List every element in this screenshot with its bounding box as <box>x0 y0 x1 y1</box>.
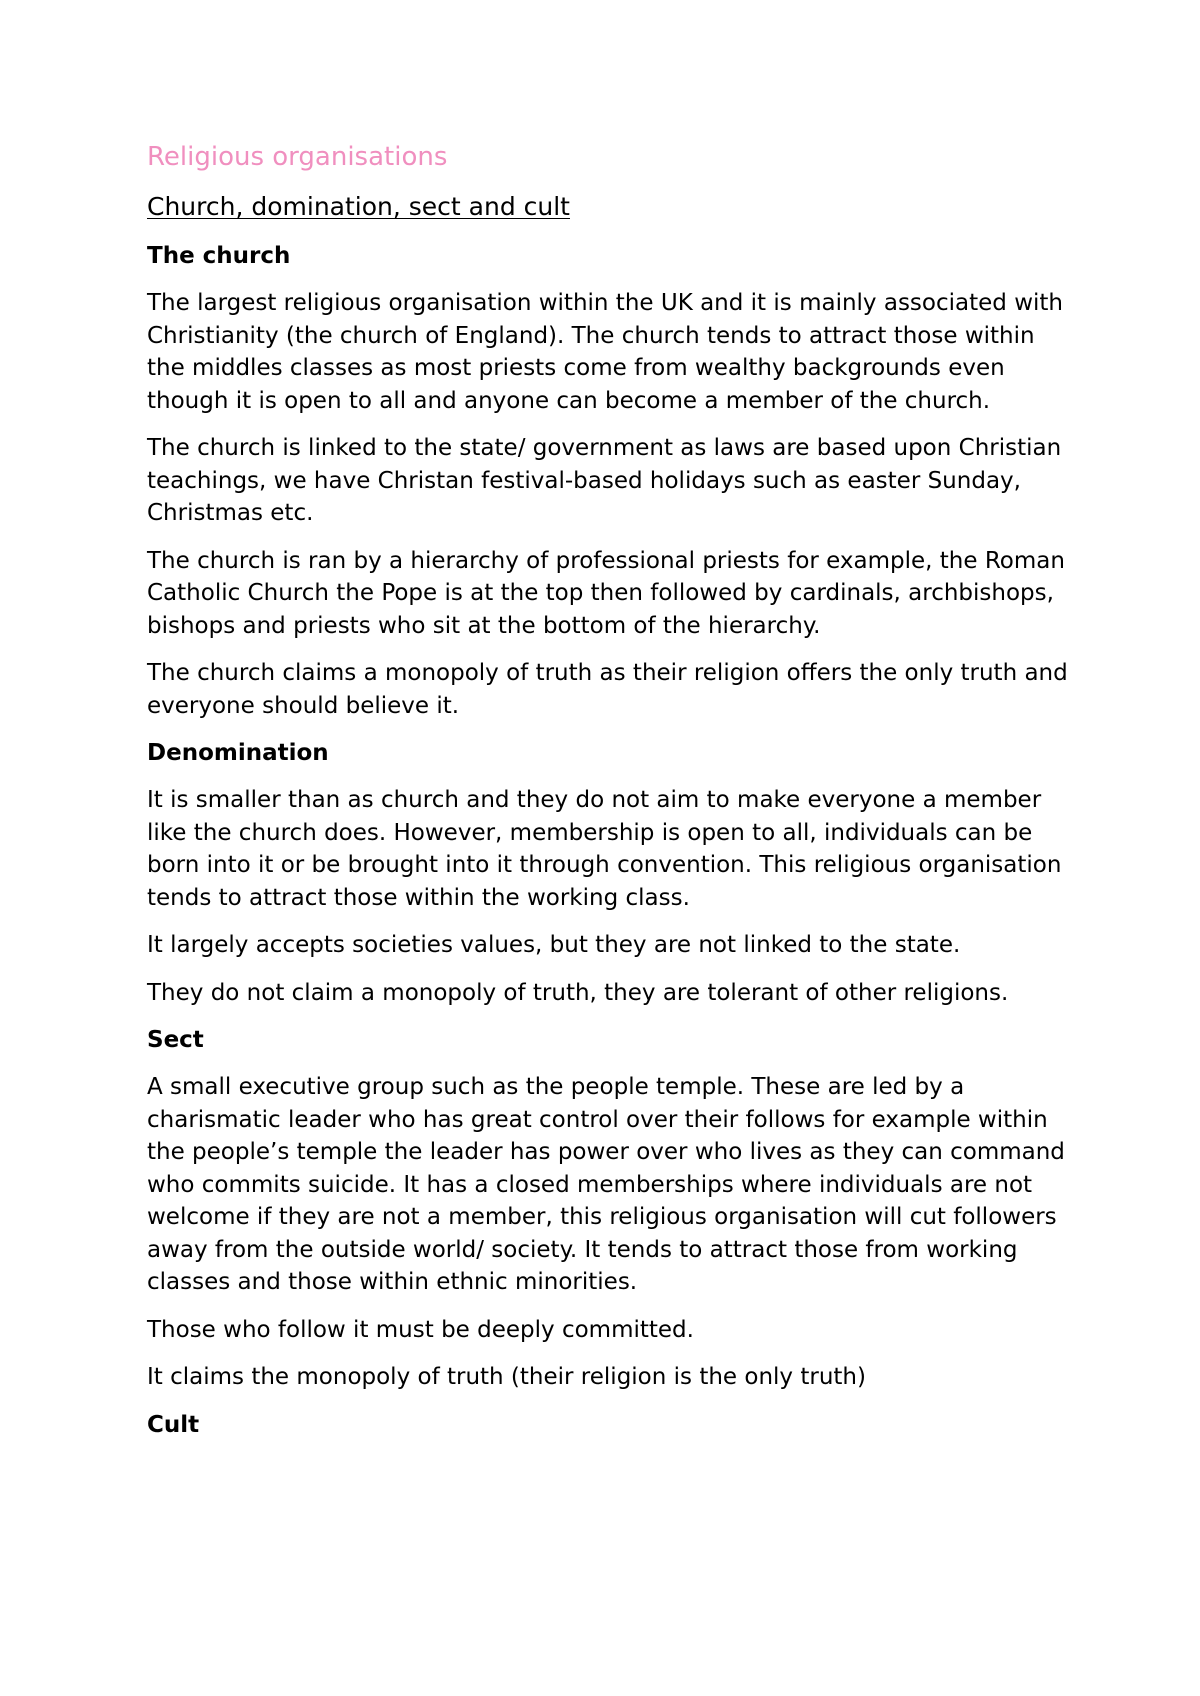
document-page <box>147 140 1077 1456</box>
paragraph: It claims the monopoly of truth (their religion is the only truth) <box>147 1364 866 1390</box>
paragraph: Those who follow it must be deeply committed. <box>147 1316 694 1343</box>
document-title: Religious organisations <box>147 142 448 172</box>
section-heading: Sect <box>147 1027 204 1053</box>
section-heading: The church <box>147 243 291 269</box>
section-heading: Cult <box>147 1411 200 1438</box>
paragraph: A small executive group such as the people temple. These are led by a charismatic leader who has great control over their follows for example within the people’s temple the leader has power over who lives as they can command who commits suicide. It has a closed memberships where individuals are not welcome if they are not a member, this religious organisation will cut followers away from the outside world/ society. It tends to attract those from working classes and those within ethnic minorities. <box>147 1074 1065 1295</box>
paragraph: The largest religious organisation within the UK and it is mainly associated with Christianity (the church of England). The church tends to attract those within the middles classes as most priests come from wealthy backgrounds even though it is open to all and anyone can become a member of the church. <box>147 290 1063 414</box>
section-the-church <box>147 240 1077 722</box>
paragraph: It largely accepts societies values, but they are not linked to the state. <box>147 932 961 958</box>
section-cult <box>147 1409 1077 1441</box>
section-heading: Denomination <box>147 740 329 766</box>
document-subtitle: Church, domination, sect and cult <box>147 192 570 221</box>
paragraph: They do not claim a monopoly of truth, they are tolerant of other religions. <box>147 979 1009 1006</box>
paragraph: The church is ran by a hierarchy of professional priests for example, the Roman Catholic Church the Pope is at the top then followed by cardinals, archbishops, bishops and priests who sit at the bottom of the hierarchy. <box>147 547 1065 639</box>
paragraph: The church claims a monopoly of truth as their religion offers the only truth and everyone should believe it. <box>147 660 1068 719</box>
section-denomination <box>147 737 1077 1009</box>
section-sect <box>147 1024 1077 1394</box>
paragraph: The church is linked to the state/ government as laws are based upon Christian teachings, we have Christan festival-based holidays such as easter Sunday, Christmas etc. <box>147 435 1062 526</box>
paragraph: It is smaller than as church and they do not aim to make everyone a member like the church does. However, membership is open to all, individuals can be born into it or be brought into it through convention. This religious organisation tends to attract those within the working class. <box>147 787 1062 911</box>
